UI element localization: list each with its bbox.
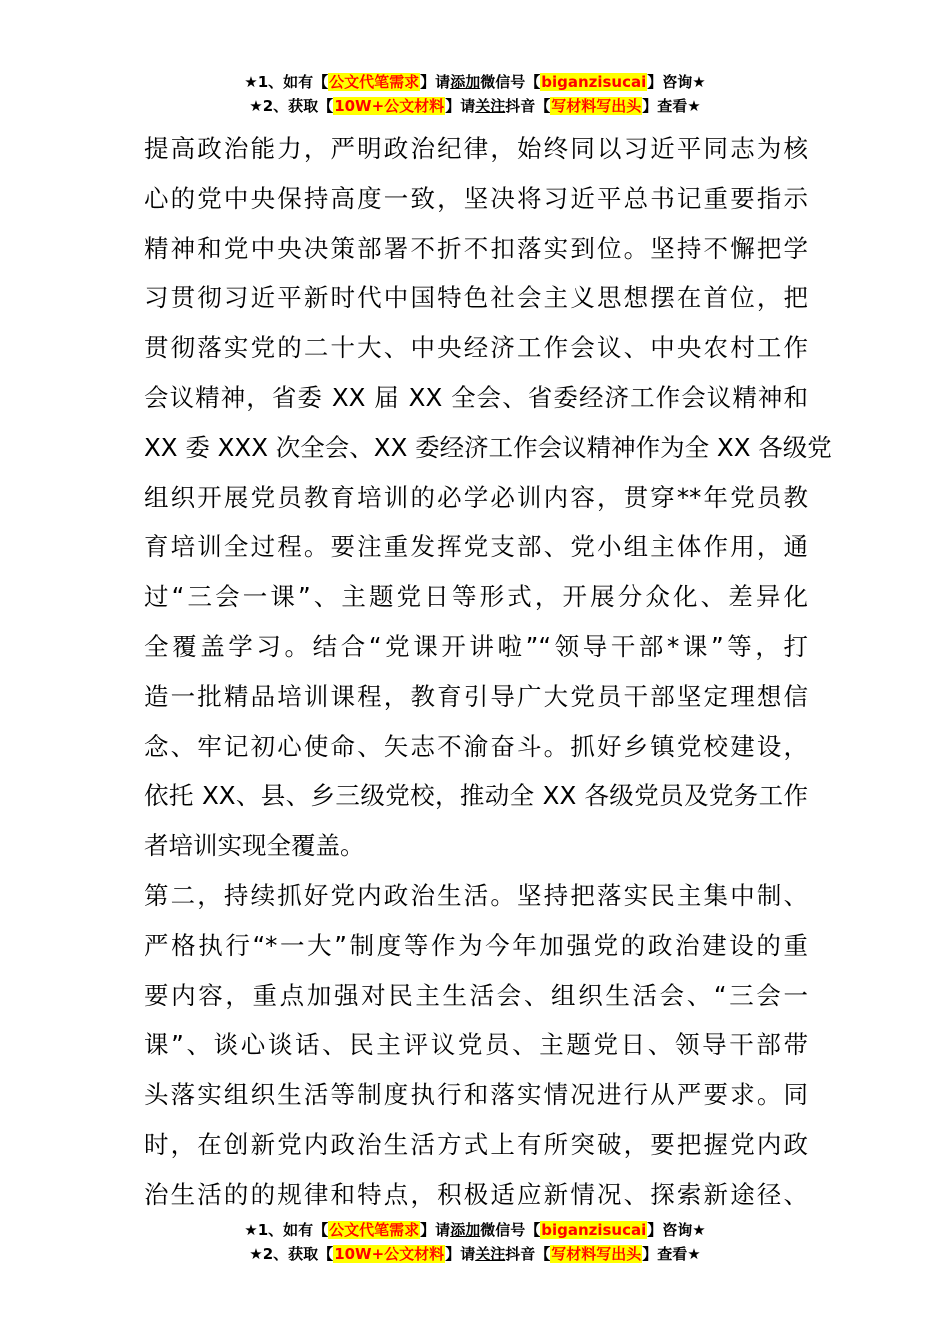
body-line: 贯彻落实党的二十大、中央经济工作会议、中央农村工作 xyxy=(144,333,808,363)
body-line: 育培训全过程。要注重发挥党支部、党小组主体作用，通 xyxy=(144,532,808,562)
promo-highlight: 公文代笔需求 xyxy=(329,73,420,91)
document-body xyxy=(144,124,832,1220)
body-line: 要内容，重点加强对民主生活会、组织生活会、“三会一 xyxy=(144,980,808,1010)
body-line: 念、牢记初心使命、矢志不渝奋斗。抓好乡镇党校建设， xyxy=(144,731,808,761)
body-line: 会议精神，省委 XX 届 XX 全会、省委经济工作会议精神和 xyxy=(144,382,808,412)
body-line: 精神和党中央决策部署不折不扣落实到位。坚持不懈把学 xyxy=(144,233,808,263)
body-line: 时，在创新党内政治生活方式上有所突破，要把握党内政 xyxy=(144,1129,808,1159)
body-line: 治生活的的规律和特点，积极适应新情况、探索新途径、 xyxy=(144,1179,808,1209)
promo-line-2: ★2、获取【10W+公文材料】请关注抖音【写材料写出头】查看★ xyxy=(249,1245,701,1263)
promo-highlight: 10W+公文材料 xyxy=(334,1245,445,1263)
body-line: 严格执行“*一大”制度等作为今年加强党的政治建设的重 xyxy=(144,930,808,960)
body-line: XX 委 XXX 次全会、XX 委经济工作会议精神作为全 XX 各级党 xyxy=(144,432,832,462)
body-line: 组织开展党员教育培训的必学必训内容，贯穿**年党员教 xyxy=(144,482,808,512)
body-line: 第二，持续抓好党内政治生活。坚持把落实民主集中制、 xyxy=(144,880,808,910)
body-line: 提高政治能力，严明政治纪律，始终同以习近平同志为核 xyxy=(144,134,808,163)
body-line: 全覆盖学习。结合“党课开讲啦”“领导干部*课”等，打 xyxy=(144,631,808,661)
promo-header xyxy=(0,70,950,118)
body-line: 头落实组织生活等制度执行和落实情况进行从严要求。同 xyxy=(144,1080,808,1110)
promo-highlight: 公文代笔需求 xyxy=(329,1221,420,1239)
promo-line-1: ★1、如有【公文代笔需求】请添加微信号【biganzisucai】咨询★ xyxy=(244,1221,706,1239)
body-line: 过“三会一课”、主题党日等形式，开展分众化、差异化 xyxy=(144,582,808,612)
promo-highlight: biganzisucai xyxy=(541,73,647,91)
body-line: 造一批精品培训课程，教育引导广大党员干部坚定理想信 xyxy=(144,681,808,711)
body-line: 依托 XX、县、乡三级党校，推动全 XX 各级党员及党务工作 xyxy=(144,781,808,811)
body-line: 习贯彻习近平新时代中国特色社会主义思想摆在首位，把 xyxy=(144,283,808,313)
promo-highlight: 10W+公文材料 xyxy=(334,97,445,115)
promo-line-1: ★1、如有【公文代笔需求】请添加微信号【biganzisucai】咨询★ xyxy=(244,73,706,91)
body-line: 者培训实现全覆盖。 xyxy=(144,831,365,861)
promo-highlight: 写材料写出头 xyxy=(551,97,642,115)
promo-highlight: 写材料写出头 xyxy=(551,1245,642,1263)
promo-footer xyxy=(0,1218,950,1266)
body-line: 心的党中央保持高度一致，坚决将习近平总书记重要指示 xyxy=(144,183,808,213)
body-line: 课”、谈心谈话、民主评议党员、主题党日、领导干部带 xyxy=(144,1030,808,1060)
promo-highlight: biganzisucai xyxy=(541,1221,647,1239)
promo-line-2: ★2、获取【10W+公文材料】请关注抖音【写材料写出头】查看★ xyxy=(249,97,701,115)
